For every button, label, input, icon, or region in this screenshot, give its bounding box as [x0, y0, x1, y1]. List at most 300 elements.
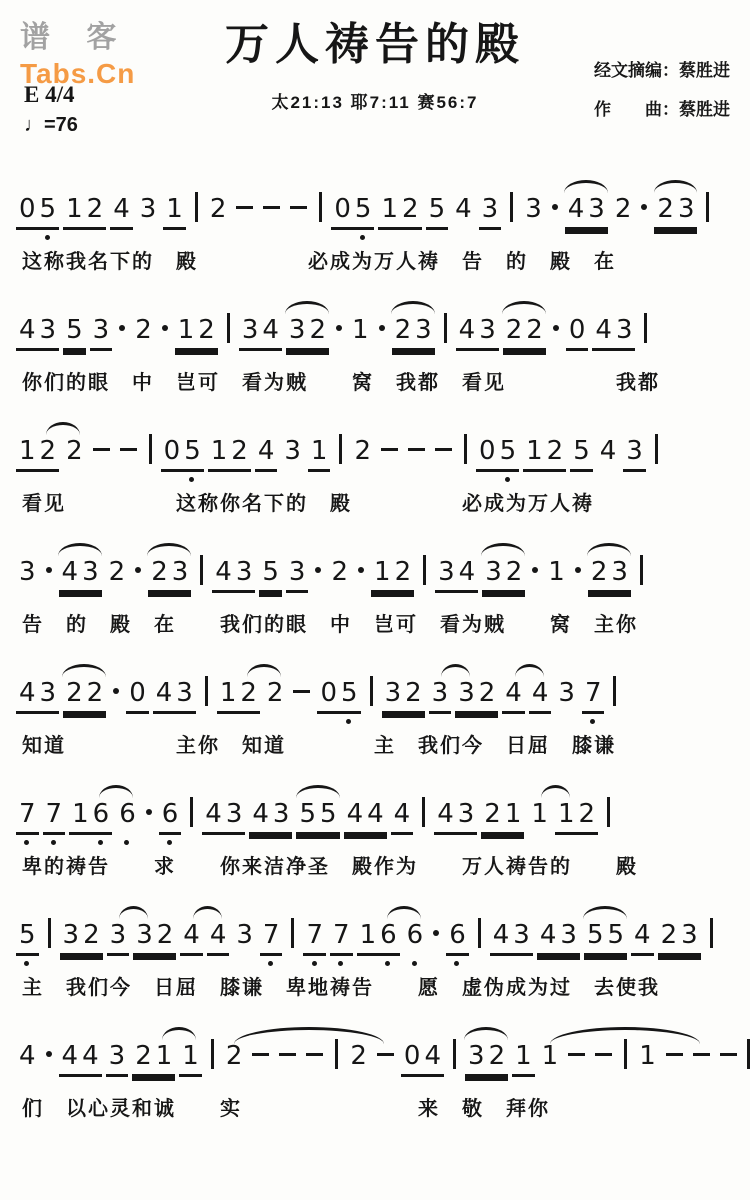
note-digit: 4: [367, 799, 384, 829]
note-digit: 3: [108, 1041, 126, 1071]
duration-dash: [293, 690, 310, 693]
final-barline-thin: [747, 1039, 750, 1069]
duration-dash: [306, 1053, 323, 1056]
note-digit: 2: [83, 920, 100, 950]
slur-arc: [147, 543, 191, 556]
note-digit: 2: [478, 678, 496, 708]
low-octave-dot: [385, 961, 390, 966]
note-token: [371, 557, 414, 593]
note-digit: 4: [19, 315, 36, 345]
note-token: [259, 557, 282, 593]
note-digit: 4: [155, 678, 173, 708]
duration-dash: [263, 206, 280, 209]
note-token: [217, 678, 260, 714]
note-token: [16, 436, 59, 472]
note-token: [260, 920, 283, 956]
slur-arc: [541, 785, 570, 798]
slur-arc: [46, 422, 80, 435]
note-digit: 7: [17, 799, 38, 829]
low-octave-dot: [45, 235, 50, 240]
note-digit: 1: [515, 1041, 532, 1071]
note-digit: 3: [288, 557, 306, 587]
notation-row: [14, 1021, 740, 1077]
note-token: [233, 920, 256, 953]
note-digit: 4: [505, 678, 522, 708]
note-digit: 3: [384, 678, 402, 708]
notation-row: [14, 537, 740, 593]
note-digit: 3: [681, 920, 698, 950]
barline: [291, 918, 294, 948]
note-digit: 4: [61, 1041, 79, 1071]
note-token: [264, 678, 287, 711]
note-token: [382, 678, 425, 714]
note-token: [317, 678, 360, 714]
duration-dash: [568, 1053, 585, 1056]
note-token: [90, 315, 113, 351]
note-digit: 1: [66, 194, 83, 224]
lyrics-row: 们 以心灵和诚 实 来 敬 拜你: [22, 1098, 550, 1120]
note-token: [452, 194, 475, 227]
note-token: [435, 557, 478, 593]
note-digit: 3: [438, 557, 455, 587]
note-digit: 5: [339, 678, 360, 708]
note-token: [426, 194, 449, 230]
note-token: [404, 920, 427, 953]
note-digit: 1: [541, 1041, 559, 1071]
note-digit: 1: [182, 1041, 199, 1071]
augmentation-dot: [336, 325, 342, 331]
note-digit: 4: [567, 194, 585, 224]
duration-dash: [290, 206, 307, 209]
music-system: [14, 537, 740, 637]
note-digit: 5: [299, 799, 317, 829]
note-digit: 2: [488, 1041, 506, 1071]
note-digit: 2: [394, 315, 412, 345]
lyrics-row: 这称我名下的 殿 必成为万人祷 告 的 殿 在: [22, 251, 616, 273]
song-title: 万人祷告的殿: [225, 20, 525, 69]
note-token: [133, 920, 176, 956]
barline: [464, 434, 467, 464]
note-token: [16, 194, 59, 230]
note-token: [623, 436, 646, 472]
slur-arc: [162, 1027, 196, 1040]
note-digit: 2: [354, 436, 372, 466]
slur-arc: [515, 664, 544, 677]
note-digit: 5: [353, 194, 374, 224]
slur-arc: [502, 301, 546, 314]
note-token: [330, 920, 353, 956]
augmentation-dot: [46, 567, 52, 573]
note-digit: 5: [607, 920, 625, 950]
note-token: [378, 194, 421, 230]
duration-dash: [93, 448, 110, 451]
barline: [319, 192, 322, 222]
note-digit: 1: [19, 436, 36, 466]
low-octave-dot: [590, 719, 595, 724]
note-token: [159, 799, 182, 835]
low-octave-dot: [454, 961, 459, 966]
note-digit: 2: [505, 315, 523, 345]
note-token: [249, 799, 292, 835]
note-digit: 0: [163, 436, 181, 466]
slur-arc: [58, 543, 102, 556]
augmentation-dot: [553, 325, 559, 331]
note-digit: 2: [198, 315, 215, 345]
note-digit: 5: [182, 436, 203, 466]
note-digit: 3: [284, 436, 301, 466]
note-digit: 5: [573, 436, 590, 466]
augmentation-dot: [119, 325, 125, 331]
note-digit: 3: [626, 436, 643, 466]
note-digit: 6: [405, 920, 426, 950]
note-digit: 5: [498, 436, 519, 466]
score: [0, 168, 750, 1121]
lyrics-row: 看见 这称你名下的 殿 必成为万人祷: [22, 493, 594, 515]
note-digit: 3: [560, 920, 577, 950]
augmentation-dot: [46, 1051, 52, 1057]
notation-row: [14, 174, 740, 230]
note-token: [308, 436, 331, 472]
music-system: [14, 779, 740, 879]
note-digit: 3: [39, 315, 57, 345]
note-token: [107, 920, 130, 956]
barline: [453, 1039, 456, 1069]
credit-composer: [594, 95, 730, 120]
note-token: [16, 799, 39, 835]
low-octave-dot: [360, 235, 365, 240]
note-digit: 1: [310, 436, 328, 466]
note-token: [63, 194, 106, 230]
note-token: [208, 436, 251, 472]
note-digit: 1: [359, 920, 377, 950]
low-octave-dot: [346, 719, 351, 724]
note-digit: 3: [235, 557, 253, 587]
barline: [607, 797, 610, 827]
note-digit: 2: [546, 436, 564, 466]
duration-dash: [236, 206, 253, 209]
note-token: [582, 678, 605, 714]
augmentation-dot: [315, 567, 321, 573]
note-token: [303, 920, 326, 956]
note-token: [161, 436, 204, 472]
note-digit: 1: [526, 436, 543, 466]
note-digit: 2: [660, 920, 678, 950]
note-digit: 3: [82, 557, 99, 587]
note-digit: 2: [402, 194, 419, 224]
note-token: [523, 436, 566, 472]
music-system: [14, 658, 740, 758]
note-token: [592, 315, 635, 351]
note-token: [539, 1041, 562, 1074]
note-token: [126, 678, 149, 714]
note-digit: 2: [66, 678, 83, 708]
note-digit: 2: [657, 194, 674, 224]
note-token: [429, 678, 452, 714]
note-digit: 0: [568, 315, 586, 345]
slur-arc: [550, 1027, 700, 1044]
barline: [655, 434, 658, 464]
note-token: [344, 799, 387, 835]
note-digit: 3: [588, 194, 605, 224]
barline: [510, 192, 513, 222]
note-token: [116, 799, 139, 832]
note-token: [391, 799, 414, 835]
low-octave-dot: [338, 961, 343, 966]
barline: [200, 555, 203, 585]
note-digit: 1: [155, 1041, 173, 1071]
note-digit: 1: [557, 799, 575, 829]
note-token: [658, 920, 701, 956]
note-digit: 3: [92, 315, 110, 345]
note-token: [148, 557, 191, 593]
note-digit: 4: [61, 557, 79, 587]
note-token: [476, 436, 519, 472]
note-digit: 3: [468, 1041, 485, 1071]
note-digit: 1: [381, 194, 399, 224]
note-digit: 2: [156, 920, 174, 950]
note-digit: 4: [209, 920, 227, 950]
note-token: [456, 315, 499, 351]
note-digit: 6: [378, 920, 399, 950]
note-token: [555, 799, 598, 835]
note-token: [328, 557, 351, 590]
note-digit: 2: [231, 436, 248, 466]
slur-arc: [193, 906, 222, 919]
score-header: [0, 0, 750, 168]
note-token: [654, 194, 697, 230]
note-token: [255, 436, 278, 472]
note-token: [296, 799, 339, 835]
scripture-references: 太21:13 耶7:11 赛56:7: [271, 93, 479, 112]
note-token: [16, 315, 59, 351]
augmentation-dot: [162, 325, 168, 331]
note-digit: 4: [113, 194, 130, 224]
note-digit: 1: [177, 315, 195, 345]
slur-arc: [119, 906, 148, 919]
note-digit: 3: [677, 194, 695, 224]
note-token: [16, 678, 59, 714]
note-digit: 3: [139, 194, 157, 224]
note-digit: 4: [82, 1041, 99, 1071]
note-digit: 7: [261, 920, 282, 950]
duration-dash: [435, 448, 452, 451]
augmentation-dot: [113, 688, 119, 694]
note-token: [137, 194, 160, 227]
note-token: [481, 799, 524, 835]
slur-arc: [583, 906, 627, 919]
note-digit: 4: [634, 920, 651, 950]
note-digit: 3: [236, 920, 253, 950]
note-digit: 4: [458, 557, 476, 587]
lyrics-row: 知道 主你 知道 主 我们今 日屈 膝谦: [22, 735, 616, 757]
note-digit: 4: [183, 920, 200, 950]
notation-row: [14, 779, 740, 835]
note-token: [286, 315, 329, 351]
low-octave-dot: [167, 840, 172, 845]
duration-dash: [666, 1053, 683, 1056]
note-digit: 6: [91, 799, 112, 829]
barline: [444, 313, 447, 343]
note-digit: 3: [225, 799, 243, 829]
note-digit: 3: [485, 557, 502, 587]
music-system: [14, 416, 740, 516]
note-token: [43, 799, 66, 835]
augmentation-dot: [433, 930, 439, 936]
note-digit: 4: [19, 1041, 36, 1071]
note-token: [63, 678, 106, 714]
slur-arc: [441, 664, 470, 677]
note-digit: 4: [455, 194, 472, 224]
note-token: [16, 1041, 39, 1074]
key-signature: E 4/4: [24, 82, 75, 107]
note-digit: 4: [539, 920, 557, 950]
note-token: [16, 920, 39, 956]
music-system: [14, 1021, 740, 1121]
note-digit: 5: [428, 194, 446, 224]
note-token: [281, 436, 304, 469]
augmentation-dot: [358, 567, 364, 573]
note-token: [179, 1041, 202, 1077]
note-digit: 5: [320, 799, 337, 829]
note-digit: 1: [219, 678, 237, 708]
note-digit: 7: [304, 920, 325, 950]
note-token: [106, 557, 129, 590]
barline: [422, 797, 425, 827]
duration-dash: [408, 448, 425, 451]
note-digit: 0: [479, 436, 496, 466]
low-octave-dot: [124, 840, 129, 845]
note-digit: 3: [611, 557, 628, 587]
note-token: [490, 920, 533, 956]
barline: [613, 676, 616, 706]
note-digit: 4: [531, 678, 549, 708]
music-system: [14, 174, 740, 274]
note-digit: 5: [38, 194, 59, 224]
note-token: [392, 315, 435, 351]
note-digit: 3: [481, 194, 499, 224]
note-digit: 4: [215, 557, 232, 587]
note-digit: 4: [437, 799, 454, 829]
augmentation-dot: [552, 204, 558, 210]
note-digit: 4: [346, 799, 364, 829]
note-token: [522, 194, 545, 227]
note-token: [588, 557, 631, 593]
note-digit: 2: [86, 194, 104, 224]
note-digit: 1: [531, 799, 548, 829]
note-digit: 3: [431, 678, 449, 708]
note-token: [347, 1041, 370, 1074]
note-token: [106, 1041, 129, 1077]
note-digit: 2: [505, 557, 523, 587]
note-digit: 2: [108, 557, 126, 587]
barline: [339, 434, 342, 464]
tempo-marking: ♩=76: [24, 114, 78, 136]
note-token: [537, 920, 580, 956]
note-digit: 2: [225, 1041, 243, 1071]
note-token: [212, 557, 255, 593]
note-digit: 1: [504, 799, 522, 829]
note-token: [482, 557, 525, 593]
note-digit: 4: [257, 436, 275, 466]
note-digit: 4: [252, 799, 269, 829]
note-token: [223, 1041, 246, 1074]
note-digit: 4: [595, 315, 612, 345]
note-digit: 1: [352, 315, 369, 345]
augmentation-dot: [135, 567, 141, 573]
note-token: [446, 920, 469, 956]
note-token: [545, 557, 568, 590]
barline: [211, 1039, 214, 1069]
duration-dash: [693, 1053, 710, 1056]
low-octave-dot: [51, 840, 56, 845]
barline: [423, 555, 426, 585]
note-digit: 1: [72, 799, 89, 829]
note-digit: 2: [151, 557, 168, 587]
note-digit: 1: [166, 194, 183, 224]
barline: [710, 918, 713, 948]
note-digit: 3: [415, 315, 432, 345]
note-digit: 4: [424, 1041, 442, 1071]
barline: [478, 918, 481, 948]
note-digit: 2: [405, 678, 422, 708]
note-token: [69, 799, 112, 835]
note-token: [63, 315, 86, 351]
music-system: [14, 900, 740, 1000]
note-digit: 3: [19, 557, 36, 587]
music-system: [14, 295, 740, 395]
note-token: [502, 678, 525, 714]
duration-dash: [120, 448, 137, 451]
note-digit: 2: [209, 194, 227, 224]
note-digit: 5: [262, 557, 279, 587]
note-digit: 3: [288, 315, 306, 345]
note-token: [59, 1041, 102, 1077]
note-digit: 3: [39, 678, 57, 708]
note-digit: 4: [393, 799, 411, 829]
note-digit: 3: [525, 194, 542, 224]
low-octave-dot: [24, 961, 29, 966]
note-digit: 1: [210, 436, 228, 466]
note-digit: 4: [458, 315, 476, 345]
note-digit: 3: [558, 678, 575, 708]
duration-dash: [252, 1053, 269, 1056]
slur-arc: [564, 180, 608, 193]
note-digit: 2: [331, 557, 349, 587]
note-token: [207, 920, 230, 956]
note-digit: 2: [614, 194, 632, 224]
note-digit: 0: [19, 194, 36, 224]
notation-row: [14, 416, 740, 472]
note-token: [153, 678, 196, 714]
note-token: [60, 920, 103, 956]
notation-row: [14, 658, 740, 714]
slur-arc: [481, 543, 525, 556]
note-digit: 2: [135, 315, 152, 345]
note-digit: 2: [350, 1041, 367, 1071]
note-digit: 4: [492, 920, 510, 950]
note-digit: 3: [241, 315, 259, 345]
note-digit: 5: [66, 315, 83, 345]
note-digit: 1: [374, 557, 391, 587]
note-token: [401, 1041, 444, 1077]
slur-arc: [99, 785, 133, 798]
low-octave-dot: [98, 840, 103, 845]
barline: [48, 918, 51, 948]
note-token: [16, 557, 39, 590]
low-octave-dot: [268, 961, 273, 966]
note-token: [202, 799, 245, 835]
credit-scripture-editor: [594, 56, 730, 81]
